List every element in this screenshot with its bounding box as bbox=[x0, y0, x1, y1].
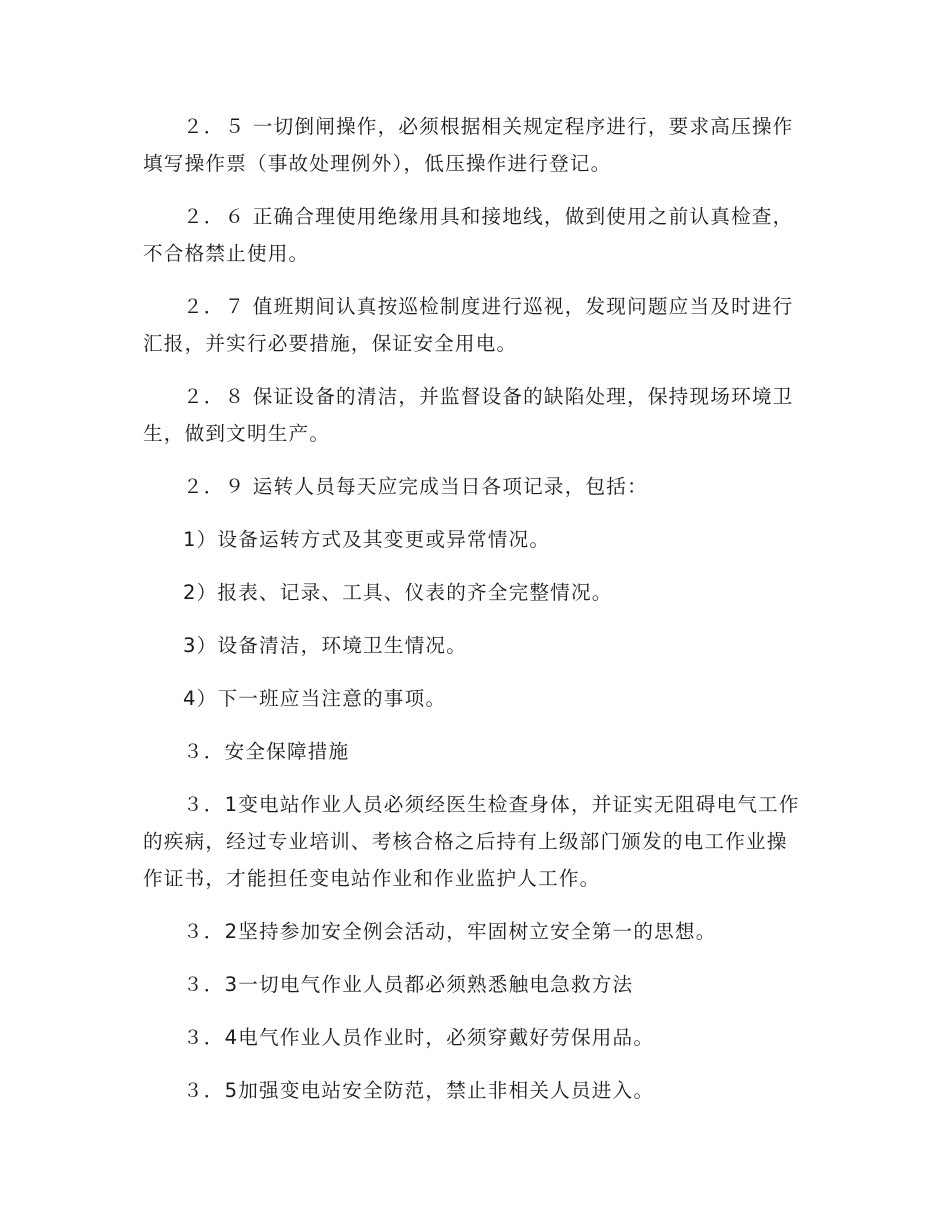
list-item-2: 2）报表、记录、工具、仪表的齐全完整情况。 bbox=[183, 581, 613, 604]
paragraph-3-3: ３．3一切电气作业人员都必须熟悉触电急救方法 bbox=[183, 973, 634, 996]
paragraph-2-6: ２．６ 正确合理使用绝缘用具和接地线，做到使用之前认真检查，不合格禁止使用。 bbox=[143, 205, 794, 265]
paragraph-2-8: ２．８ 保证设备的清洁，并监督设备的缺陷处理，保持现场环境卫生，做到文明生产。 bbox=[143, 385, 794, 445]
paragraph-2-9: ２．９ 运转人员每天应完成当日各项记录，包括： bbox=[183, 475, 648, 498]
paragraph-3-1: ３．1变电站作业人员必须经医生检查身体，并证实无阻碍电气工作的疾病，经过专业培训、考核合格之后持有上级部门颁发的电工作业操作证书，才能担任变电站作业和作业监护人工作。 bbox=[143, 793, 800, 890]
paragraph-3-4: ３．4电气作业人员作业时，必须穿戴好劳保用品。 bbox=[183, 1026, 655, 1049]
section-heading-3: ３．安全保障措施 bbox=[183, 740, 350, 763]
list-item-3: 3）设备清洁，环境卫生情况。 bbox=[183, 634, 467, 657]
paragraph-3-5: ３．5加强变电站安全防范，禁止非相关人员进入。 bbox=[183, 1079, 655, 1102]
paragraph-3-2: ３．2坚持参加安全例会活动，牢固树立安全第一的思想。 bbox=[183, 920, 717, 943]
paragraph-2-7: ２．７ 值班期间认真按巡检制度进行巡视，发现问题应当及时进行汇报，并实行必要措施，保证安全用电。 bbox=[143, 295, 794, 355]
document-body bbox=[143, 108, 807, 1109]
list-item-1: 1）设备运转方式及其变更或异常情况。 bbox=[183, 528, 551, 551]
paragraph-2-5: ２．５ 一切倒闸操作，必须根据相关规定程序进行，要求高压操作填写操作票（事故处理例外），低压操作进行登记。 bbox=[143, 115, 794, 175]
list-item-4: 4）下一班应当注意的事项。 bbox=[183, 687, 447, 710]
